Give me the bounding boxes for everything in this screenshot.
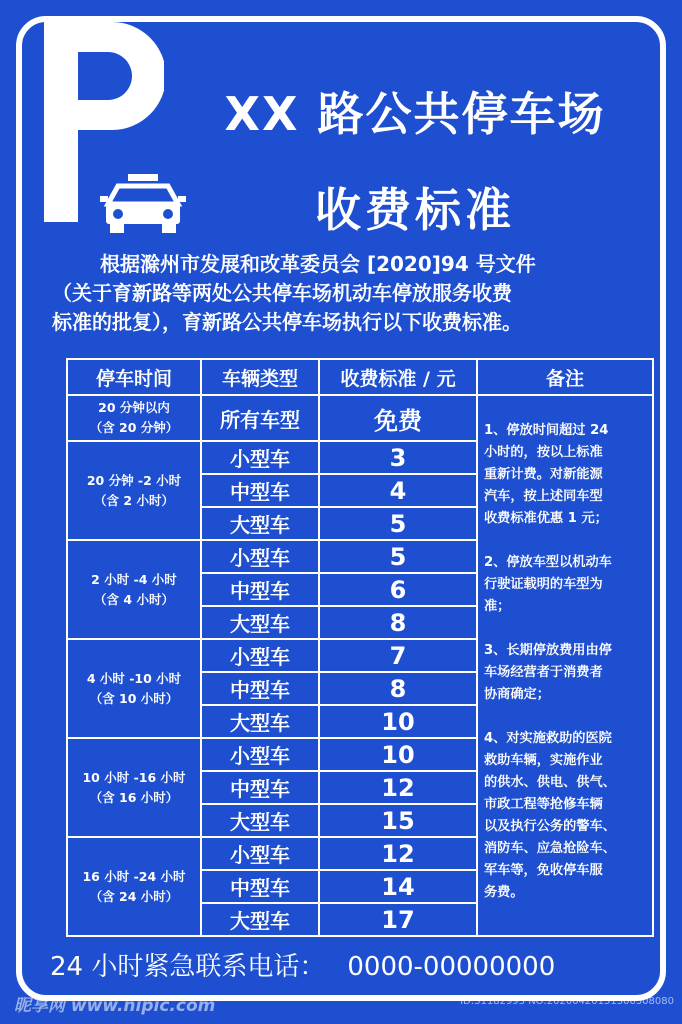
fee-cell: 6 <box>319 573 477 606</box>
duration-cell: 10 小时 -16 小时 （含 16 小时） <box>67 738 201 837</box>
fee-cell: 17 <box>319 903 477 936</box>
description-line1: 根据滁州市发展和改革委员会 [2020]94 号文件 <box>100 252 536 276</box>
fee-table <box>66 358 654 937</box>
vehicle-type-cell: 小型车 <box>201 639 319 672</box>
vehicle-type-cell: 中型车 <box>201 672 319 705</box>
fee-cell: 10 <box>319 738 477 771</box>
header-duration: 停车时间 <box>67 359 201 395</box>
fee-cell: 4 <box>319 474 477 507</box>
duration-cell: 2 小时 -4 小时 （含 4 小时） <box>67 540 201 639</box>
vehicle-type-cell: 小型车 <box>201 738 319 771</box>
vehicle-type-cell: 小型车 <box>201 837 319 870</box>
vehicle-type-cell: 大型车 <box>201 507 319 540</box>
table-row <box>67 395 653 441</box>
contact-number: 0000-00000000 <box>347 952 556 982</box>
fee-cell: 15 <box>319 804 477 837</box>
fee-cell: 8 <box>319 672 477 705</box>
header-vehicle-type: 车辆类型 <box>201 359 319 395</box>
fee-cell: 3 <box>319 441 477 474</box>
contact-label: 24 小时紧急联系电话： <box>50 952 326 982</box>
description-line2: （关于育新路等两处公共停车场机动车停放服务收费 <box>52 281 512 305</box>
duration-cell: 16 小时 -24 小时 （含 24 小时） <box>67 837 201 936</box>
vehicle-type-cell: 中型车 <box>201 573 319 606</box>
emergency-contact <box>50 946 555 983</box>
duration-cell: 4 小时 -10 小时 （含 10 小时） <box>67 639 201 738</box>
vehicle-type-cell: 大型车 <box>201 903 319 936</box>
car-icon <box>98 174 188 234</box>
vehicle-type-cell: 小型车 <box>201 540 319 573</box>
vehicle-type-cell: 大型车 <box>201 804 319 837</box>
fee-cell: 5 <box>319 540 477 573</box>
header-fee: 收费标准 / 元 <box>319 359 477 395</box>
duration-cell: 20 分钟以内 （含 20 分钟） <box>67 395 201 441</box>
image-id-text: ID:31182993 NO:20200420151500508080 <box>460 996 674 1007</box>
fee-cell: 14 <box>319 870 477 903</box>
vehicle-type-cell: 大型车 <box>201 606 319 639</box>
notes-cell <box>477 395 653 936</box>
note-item: 4、对实施救助的医院 救助车辆，实施作业 的供水、供电、供气、 市政工程等抢修车辆 以及执行公务的警车、 消防车、应急抢险车、 军车等，免收停车服 务费。 <box>484 731 616 900</box>
vehicle-type-cell: 中型车 <box>201 474 319 507</box>
note-item: 3、长期停放费用由停 车场经营者于消费者 协商确定； <box>484 643 612 702</box>
watermark-logo: 昵享网 www.nipic.com <box>14 996 216 1016</box>
sign-title-line1: XX 路公共停车场 <box>224 87 606 141</box>
note-item: 2、停放车型以机动车 行驶证载明的车型为 准； <box>484 555 612 614</box>
vehicle-type-cell: 小型车 <box>201 441 319 474</box>
vehicle-type-cell: 中型车 <box>201 771 319 804</box>
vehicle-type-cell: 所有车型 <box>201 395 319 441</box>
fee-cell: 12 <box>319 837 477 870</box>
duration-cell: 20 分钟 -2 小时 （含 2 小时） <box>67 441 201 540</box>
vehicle-type-cell: 大型车 <box>201 705 319 738</box>
fee-cell: 5 <box>319 507 477 540</box>
vehicle-type-cell: 中型车 <box>201 870 319 903</box>
description-line3: 标准的批复），育新路公共停车场执行以下收费标准。 <box>52 310 522 334</box>
fee-cell: 10 <box>319 705 477 738</box>
fee-cell: 8 <box>319 606 477 639</box>
note-item: 1、停放时间超过 24 小时的，按以上标准 重新计费。对新能源 汽车，按上述同车型 收费标准优惠 1 元； <box>484 423 609 526</box>
fee-cell: 7 <box>319 639 477 672</box>
fee-cell: 免费 <box>319 395 477 441</box>
description <box>40 250 660 337</box>
fee-cell: 12 <box>319 771 477 804</box>
sign-title-line2: 收费标准 <box>315 183 515 237</box>
header-notes: 备注 <box>477 359 653 395</box>
